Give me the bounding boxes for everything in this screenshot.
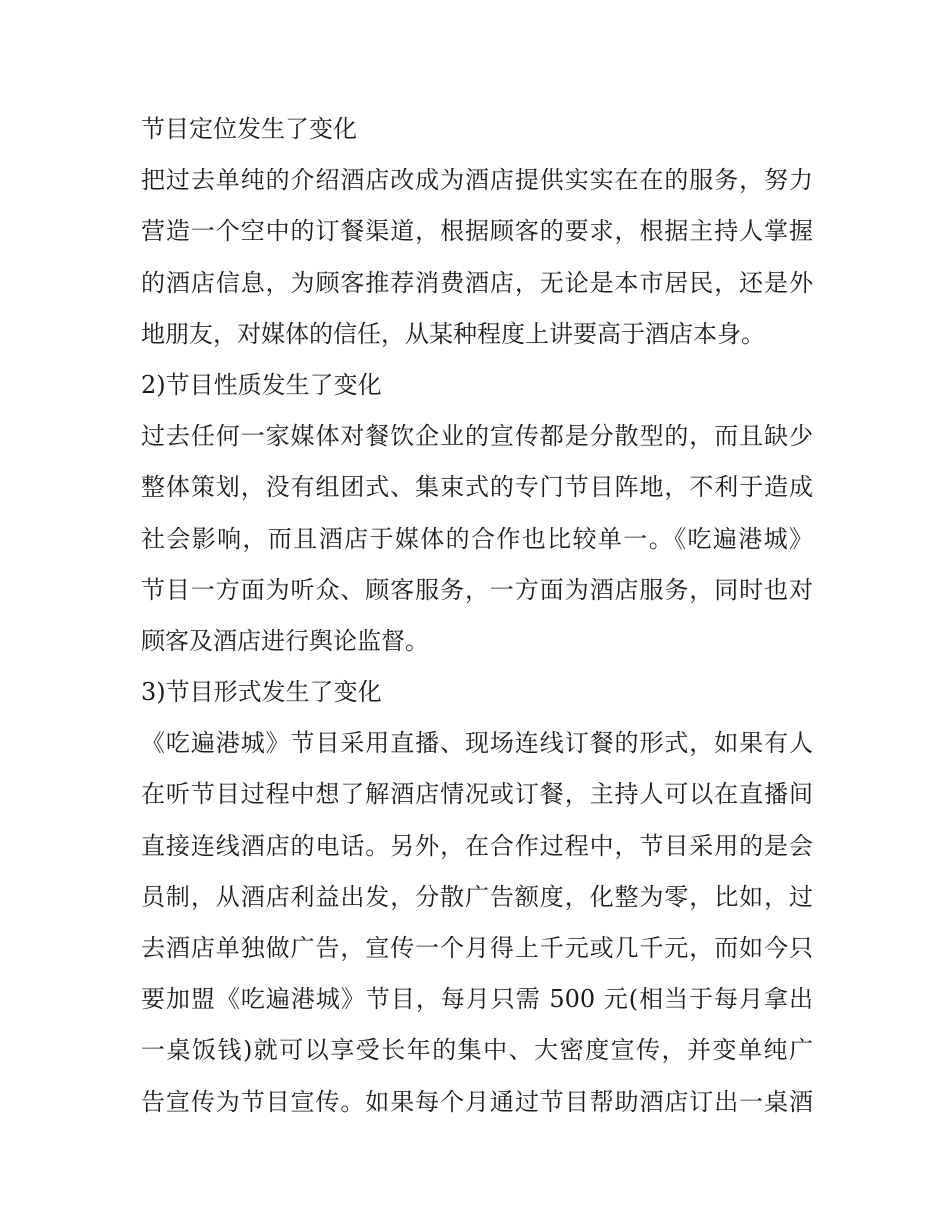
paragraph-line: 整体策划，没有组团式、集束式的专门节目阵地，不利于造成 [141,473,813,502]
paragraph-line: 的酒店信息，为顾客推荐消费酒店，无论是本市居民，还是外 [141,268,813,297]
paragraph-line: 员制，从酒店利益出发，分散广告额度，化整为零，比如，过 [141,882,813,911]
section-heading: 节目定位发生了变化 [141,115,357,143]
paragraph-line: 要加盟《吃遍港城》节目，每月只需 500 元(相当于每月拿出 [141,985,813,1014]
paragraph-line: 社会影响，而且酒店于媒体的合作也比较单一。《吃遍港城》 [141,524,813,553]
paragraph-line: 在听节目过程中想了解酒店情况或订餐，主持人可以在直播间 [141,780,813,809]
paragraph-line: 去酒店单独做广告，宣传一个月得上千元或几千元，而如今只 [141,934,813,962]
paragraph-line: 直接连线酒店的电话。另外，在合作过程中，节目采用的是会 [141,831,813,860]
paragraph-line: 《吃遍港城》节目采用直播、现场连线订餐的形式，如果有人 [141,729,813,758]
document-body [141,104,813,1128]
paragraph-line: 地朋友，对媒体的信任，从某种程度上讲要高于酒店本身。 [141,319,765,348]
paragraph-line: 告宣传为节目宣传。如果每个月通过节目帮助酒店订出一桌酒 [141,1087,813,1116]
paragraph-line: 节目一方面为听众、顾客服务，一方面为酒店服务，同时也对 [141,575,813,604]
paragraph-line: 过去任何一家媒体对餐饮企业的宣传都是分散型的，而且缺少 [141,422,813,451]
paragraph-line: 营造一个空中的订餐渠道，根据顾客的要求，根据主持人掌握 [141,217,813,246]
paragraph-line: 把过去单纯的介绍酒店改成为酒店提供实实在在的服务，努力 [141,166,813,195]
paragraph-line: 一桌饭钱)就可以享受长年的集中、大密度宣传，并变单纯广 [141,1036,813,1065]
paragraph-line: 顾客及酒店进行舆论监督。 [141,626,429,655]
section-heading: 3)节目形式发生了变化 [141,678,382,707]
section-heading: 2)节目性质发生了变化 [141,370,382,399]
